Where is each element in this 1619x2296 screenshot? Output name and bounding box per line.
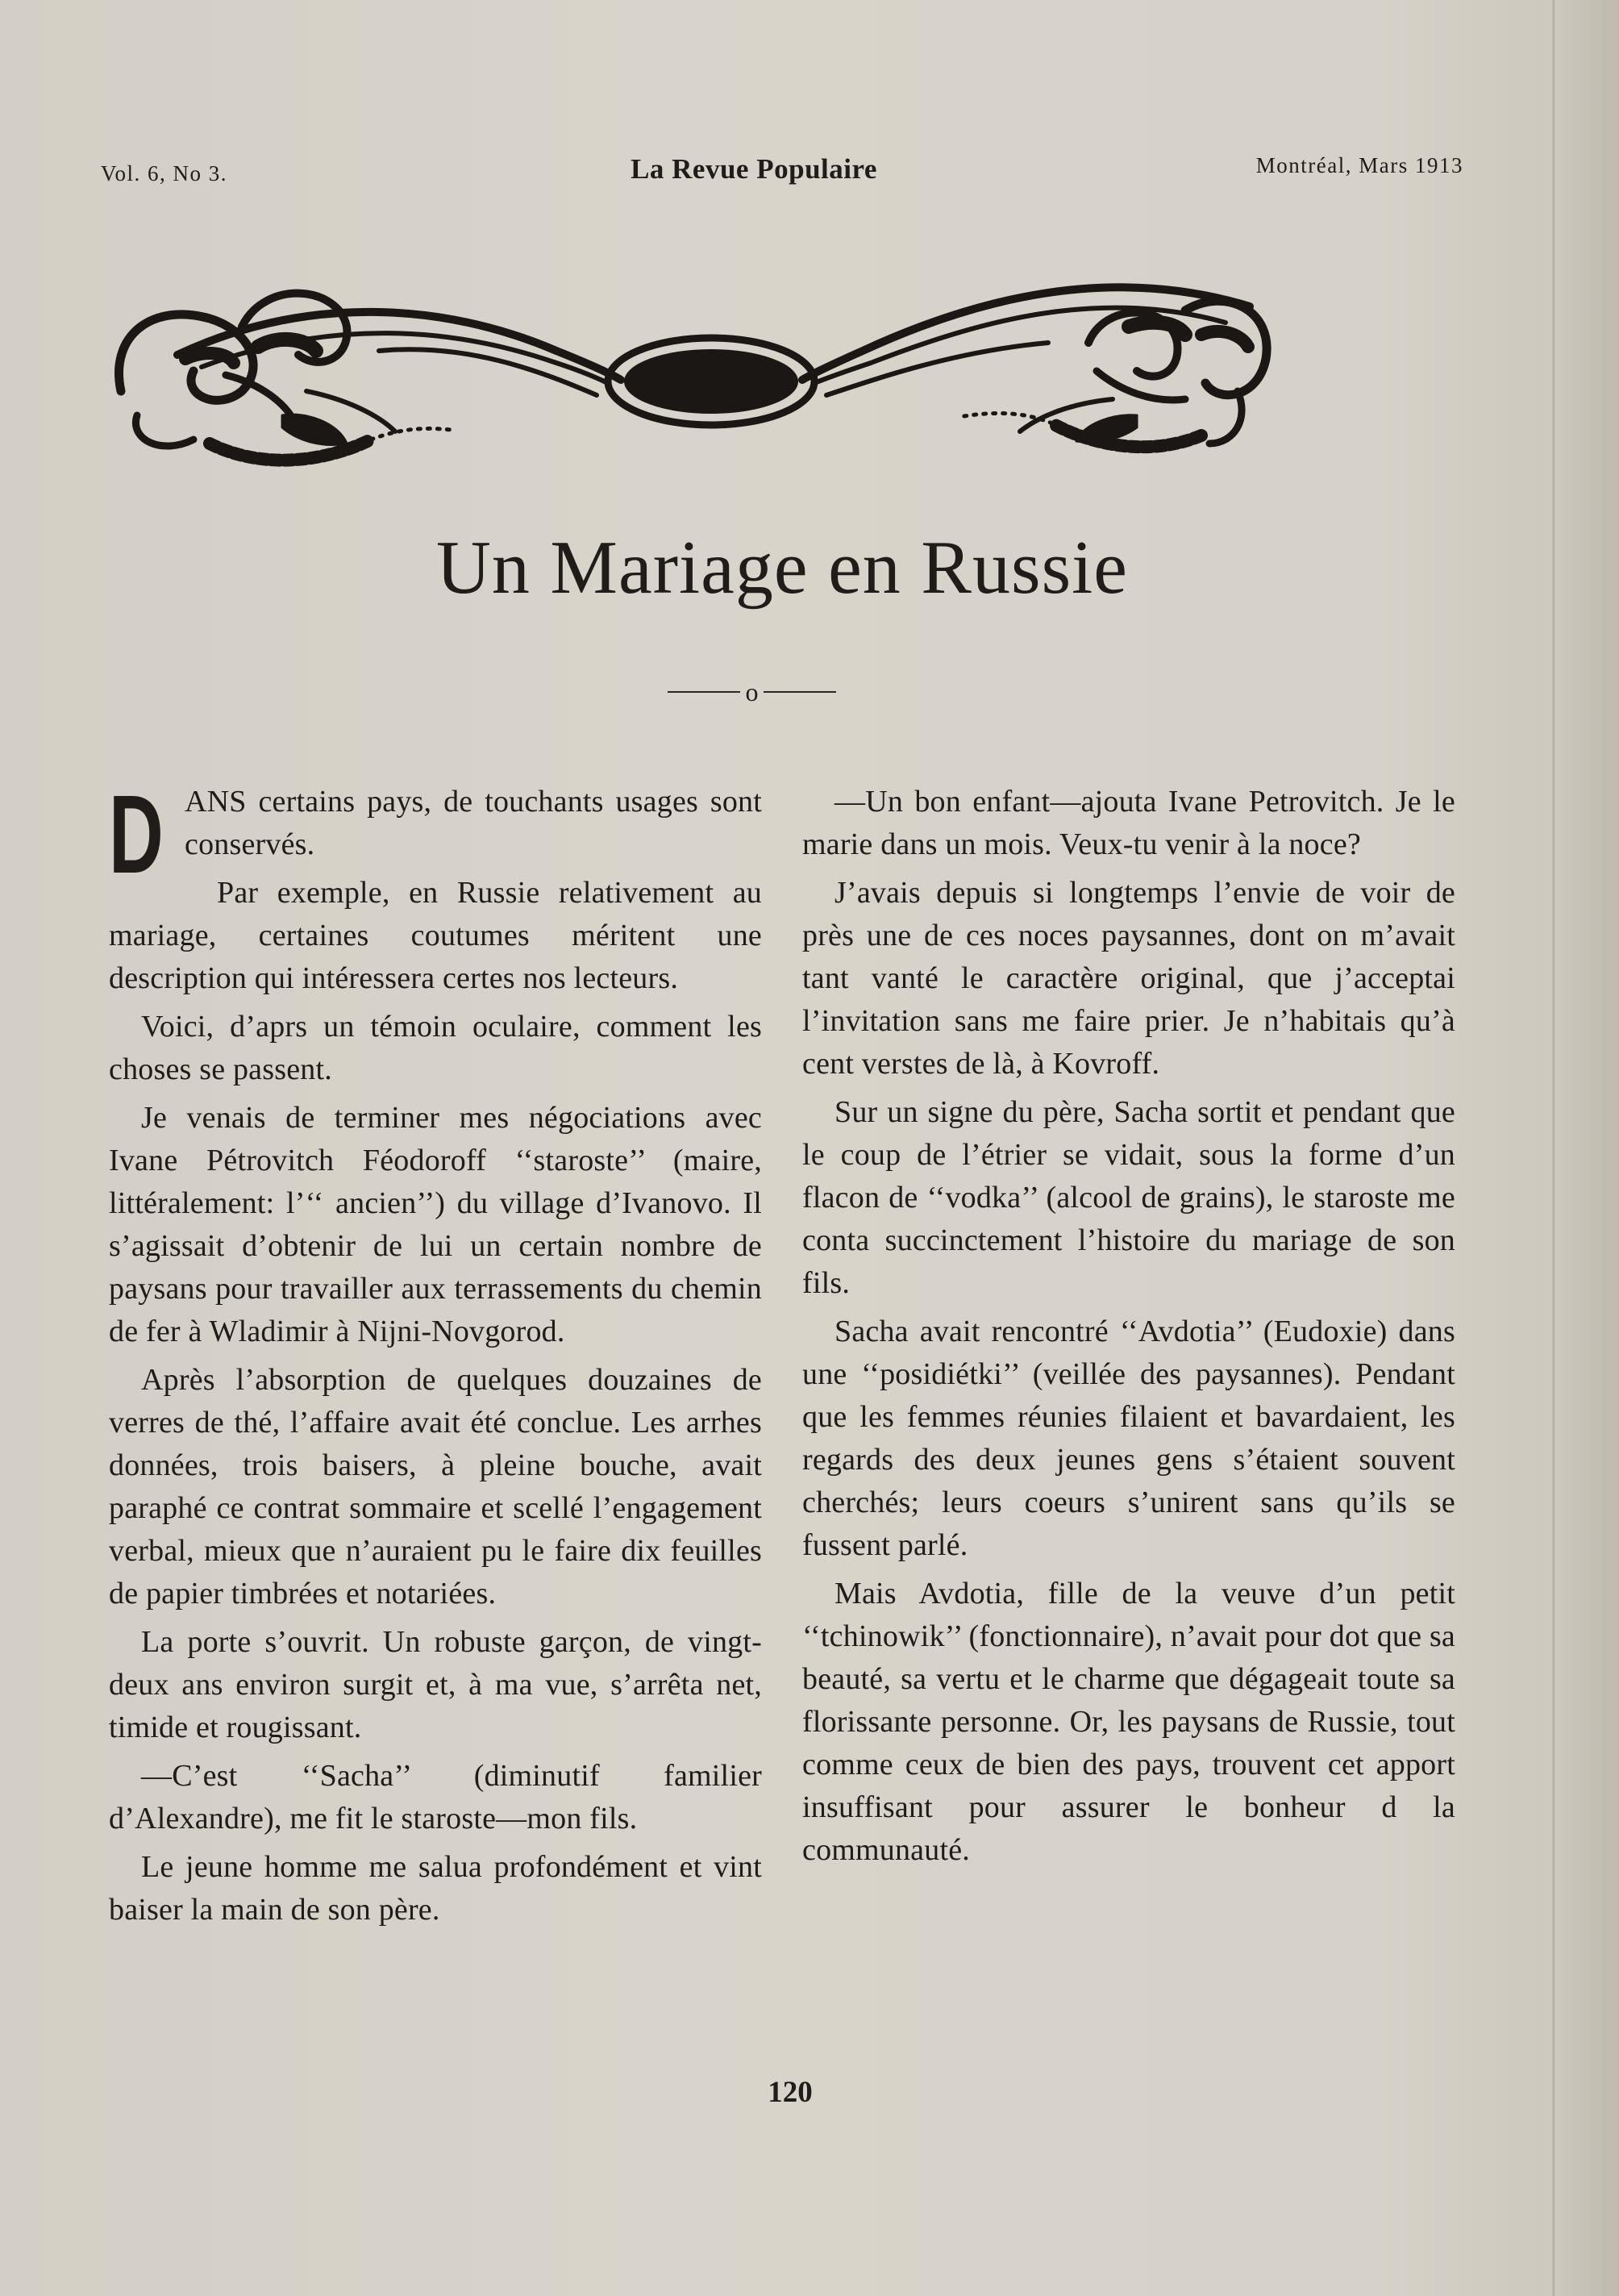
paragraph: J’avais depuis si longtemps l’envie de voir de près une de ces noces paysannes, dont on m’avait tant vanté le caractère original, que j’acceptai l’invitation sans me faire prier. Je n’habitais qu’à cent verstes de là, à Kovroff.: [802, 876, 1455, 1081]
paragraph: Sur un signe du père, Sacha sortit et pendant que le coup de l’étrier se vidait, sous la forme d’un flacon de ‘‘vodka’’ (alcool de grains), le staroste me conta succinctement l’histoire du mariage de son fils.: [802, 1095, 1455, 1300]
paragraph: Sacha avait rencontré ‘‘Avdotia’’ (Eudoxie) dans une ‘‘posidiétki’’ (veillée des paysannes). Pendant que les femmes réunies filaient et bavardaient, les regards des deux jeunes gens s’étaient souvent cherchés; leurs coeurs s’unirent sans qu’ils se fussent parlé.: [802, 1315, 1455, 1562]
paragraph: DANS certains pays, de touchants usages sont conservés.: [109, 773, 762, 897]
paragraph: —Un bon enfant—ajouta Ivane Petrovitch. Je le marie dans un mois. Veux-tu venir à la noce?: [802, 785, 1455, 861]
paragraph: Après l’absorption de quelques douzaines de verres de thé, l’affaire avait été conclue. Les arrhes données, trois baisers, à pleine bouche, avait paraphé ce contrat sommaire et scellé l’engagement verbal, mieux que n’auraient pu le faire dix feuilles de papier timbrées et notariées.: [109, 1363, 762, 1611]
paragraph: Voici, d’aprs un témoin oculaire, comment les choses se passent.: [109, 1010, 762, 1086]
paragraph: Mais Avdotia, fille de la veuve d’un petit ‘‘tchinowik’’ (fonctionnaire), n’avait pour dot que sa beauté, sa vertu et le charme que dégageait toute sa florissante personne. Or, les paysans de Russie, tout comme ceux de bien des pays, trouvent cet apport insuffisant pour assurer le bonheur d la communauté.: [802, 1577, 1455, 1867]
paragraph: —C’est ‘‘Sacha’’ (diminutif familier d’Alexandre), me fit le staroste—mon fils.: [109, 1759, 762, 1836]
title-divider: [661, 674, 843, 710]
text-column-left: [109, 773, 762, 1937]
divider-rule-right: [764, 691, 836, 693]
volume-issue: Vol. 6, No 3.: [101, 161, 228, 185]
paragraph: Le jeune homme me salua profondément et vint baiser la main de son père.: [109, 1850, 762, 1927]
drop-cap: D: [109, 773, 164, 897]
divider-rule-left: [668, 691, 740, 693]
paragraph: Par exemple, en Russie relativement au mariage, certaines coutumes méritent une description qui intéressera certes nos lecteurs.: [109, 876, 762, 995]
running-header: [101, 153, 1463, 194]
page-fold-shadow: [1552, 0, 1555, 2296]
publication-name: La Revue Populaire: [631, 153, 877, 185]
paragraph: Je venais de terminer mes négociations avec Ivane Pétrovitch Féodoroff ‘‘staroste’’ (maire, littéralement: l’‘‘ ancien’’) du village d’Ivanovo. Il s’agissait d’obtenir de lui un certain nombre de paysans pour travailler aux terrassements du chemin de fer à Wladimir à Nijni-Novgorod.: [109, 1101, 762, 1348]
paragraph: La porte s’ouvrit. Un robuste garçon, de vingt-deux ans environ surgit et, à ma vue, s’arrêta net, timide et rougissant.: [109, 1625, 762, 1744]
art-nouveau-header-ornament: [105, 230, 1314, 480]
page-number: 120: [768, 2076, 813, 2109]
article-title: Un Mariage en Russie: [436, 526, 1128, 610]
divider-mark: o: [745, 677, 759, 706]
text-column-right: [802, 781, 1455, 1877]
place-date: Montréal, Mars 1913: [1255, 153, 1463, 177]
